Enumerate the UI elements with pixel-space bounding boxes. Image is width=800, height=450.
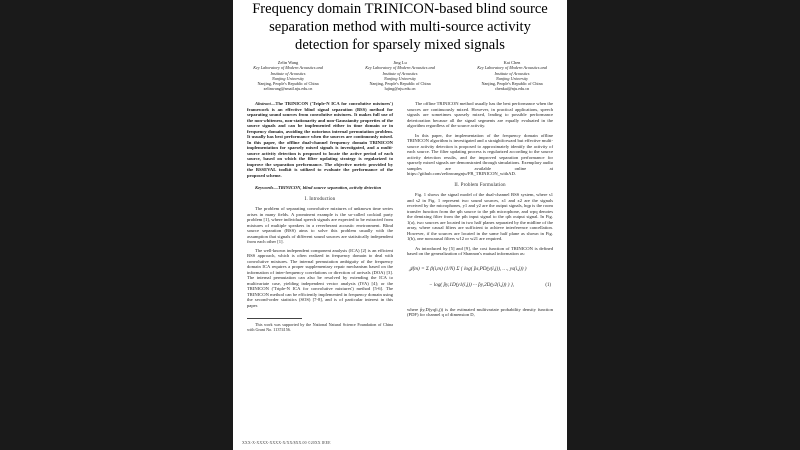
author-city: Nanjing, People's Republic of China bbox=[257, 81, 319, 87]
author-affiliation: Key Laboratory of Modern Acoustics and bbox=[477, 65, 547, 71]
abstract-label: Abstract— bbox=[255, 101, 276, 106]
copyright-footer: XXX-X-XXXX-XXXX-X/XX/$XX.00 ©20XX IEEE bbox=[242, 441, 331, 445]
right-paragraph-2: In this paper, the implementation of the frequency domain offline TRINICON algorithm is investigated and a straightforward but effective multi-source activity detection is proposed to approximately identify the activity of each source. The filter updating process is regularized according to the source activity detection results, and the improved separation performance for sparsely mixed signals are demonstrated through simulations. Exemplary audio samples are available online at https://github.com/zelinwangnju/FB_TRINICON_withAD. bbox=[407, 132, 553, 176]
title-line-1: Frequency domain TRINICON-based blind source bbox=[252, 1, 548, 17]
author-block-1 bbox=[233, 60, 343, 92]
keywords: Keywords—TRINICON, blind source separation, activity detection bbox=[255, 185, 382, 190]
author-affiliation: Nanjing University bbox=[384, 75, 416, 81]
right-paragraph-5: where p̂y,D(yq(i,j)) is the estimated multivariate probability density function (PDF) for channel q of dimension D, bbox=[407, 306, 553, 317]
author-email: lujing@nju.edu.cn bbox=[384, 86, 416, 92]
author-email: chenkai@nju.edu.cn bbox=[494, 86, 530, 92]
author-affiliation: Institute of Acoustics bbox=[494, 70, 530, 76]
right-paragraph-3: Fig. 1 shows the signal model of the dual-channel BSS system, where s1 and s2 in Fig. 1 represent two sound sources, x1 and x2 are the signals received by the microphones, y1 and y2 are the output signals, hqp is the room transfer function from the qth source to the pth microphone, and wpq denotes the demixing filter from the pth input signal to the qth output signal. In Fig. 1(a), two sources are located in two half planes separated by the midline of the array, where causal filters are sufficient to achieve interference cancellation. However, if the sources are located in the same half plane as shown in Fig. 1(b), one noncausal filters w12 or w21 are required. bbox=[407, 192, 553, 241]
equation-line-2: − log( p̂y,1D(y1(i,j)) ··· p̂y,2D(y2(i,j)) ) }, bbox=[429, 281, 515, 288]
section-heading-introduction: I. Introduction bbox=[304, 196, 336, 202]
author-city: Nanjing, People's Republic of China bbox=[369, 81, 431, 87]
footnote: This work was supported by the National Natural Science Foundation of China with Grant No. 11374156. bbox=[247, 322, 393, 332]
title-line-2: separation method with multi-source activity bbox=[269, 19, 531, 35]
right-paragraph-4: As introduced by [5] and [9], the cost function of TRINICON is defined based on the generalization of Shannon's mutual information as: bbox=[407, 245, 553, 256]
author-block-2 bbox=[345, 60, 455, 92]
author-city: Nanjing, People's Republic of China bbox=[481, 81, 543, 87]
equation-line-1: 𝒥(m) = Σ β(i,m) (1/N) Σ { log( p̂s,PD(y(i,j)), …, ys(i,j)) ) bbox=[409, 265, 527, 272]
abstract-text: The TRINICON ('Triple-N ICA for convolutive mixtures') framework is an effective blind signal separation (BSS) method for separating sound sources from convolutive mixtures. It makes full use of the non-whiteness, non-stationarity and non-Gaussianity properties of the source signals and can be implemented either in time domain or in frequency domain, avoiding the notorious internal permutation problem. It usually has best performance when the sources are continuously mixed. In this paper, the offline dual-channel frequency domain TRINICON implementation for sparsely mixed signals is investigated, and a multi-source activity detection is proposed to locate the active period of each source, based on which the filter updating strategy is regularized to improve the separation performance. The objective metric provided by the BSSEVAL toolkit is utilized to evaluate the performance of the proposed scheme. bbox=[247, 101, 393, 178]
author-affiliation: Key Laboratory of Modern Acoustics and bbox=[365, 65, 435, 71]
equation-1 bbox=[407, 261, 553, 303]
intro-paragraph-2: The well-known independent component analysis (ICA) [2] is an efficient BSS approach, which is often realized in frequency domain to deal with convolutive mixtures. The internal permutation ambiguity of the frequency domain ICA requires a proper supplementary repair mechanism based on the information of inter-frequency correlations or direction of arrivals (DOA) [3]. The internal permutation can also be resolved by extending the ICA to multivariate case, yielding independent vector analysis (IVA) [4]; or the TRINICON ('Triple-N ICA for convolutive mixtures') method [5-6]. The TRINICON method can be efficiently implemented in frequency domain using the second-order statistics (SOS) [7-8], and is of particular interest in this paper. bbox=[247, 247, 393, 308]
paper-title bbox=[243, 0, 557, 54]
right-paragraph-1: The offline TRINICON method usually has the best performance when the sources are continuously mixed. However, in practical applications, speech signals are sometimes sparsely mixed, leading to possible performance deterioration because all the signal segments are equally evaluated in the algorithm regardless of the source activity. bbox=[407, 101, 553, 128]
left-column bbox=[247, 101, 393, 332]
right-column bbox=[407, 101, 553, 318]
title-line-3: detection for sparsely mixed signals bbox=[295, 37, 505, 53]
author-block-3 bbox=[457, 60, 567, 92]
equation-number: (1) bbox=[545, 282, 551, 288]
footnote-rule bbox=[247, 318, 302, 319]
author-name: Zelin Wang bbox=[277, 60, 299, 65]
author-affiliation: Nanjing University bbox=[496, 75, 528, 81]
author-affiliation: Key Laboratory of Modern Acoustics and bbox=[253, 65, 323, 71]
author-email: zelinwang@smail.nju.edu.cn bbox=[263, 86, 313, 92]
section-heading-problem-formulation: II. Problem Formulation bbox=[454, 182, 506, 188]
author-affiliation: Institute of Acoustics bbox=[270, 70, 306, 76]
author-name: Jing Lu bbox=[393, 60, 407, 65]
author-affiliation: Nanjing University bbox=[272, 75, 304, 81]
intro-paragraph-1: The problem of separating convolutive mixtures of unknown time series arises in many fields. A prominent example is the so-called cocktail party problem [1], where individual speech signals are expected to be extracted from mixtures of multiple speakers in a reverberant acoustic environment. Blind source separation (BSS) aims to solve this problem usually with the assumption that signals of different sound sources are statistically independent from each other [1]. bbox=[247, 206, 393, 244]
author-name: Kai Chen bbox=[503, 60, 521, 65]
abstract bbox=[247, 101, 393, 178]
author-affiliation: Institute of Acoustics bbox=[382, 70, 418, 76]
paper-page bbox=[233, 0, 567, 450]
